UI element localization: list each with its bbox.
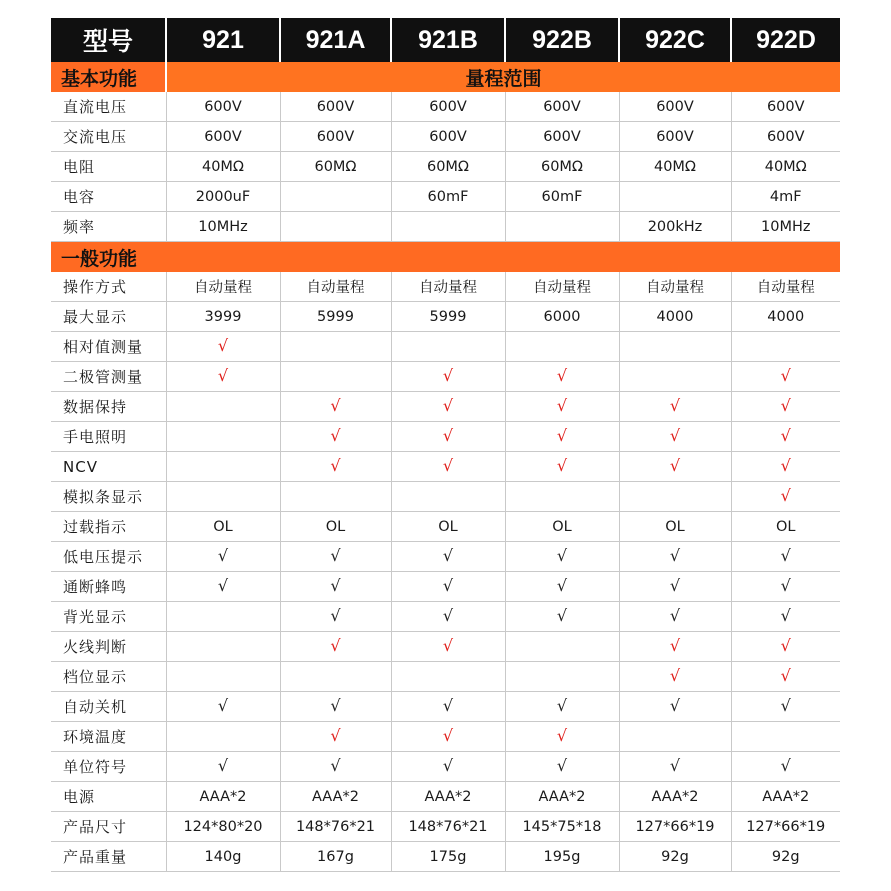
table-cell [280, 602, 391, 632]
table-cell [505, 632, 619, 662]
table-cell [166, 632, 280, 662]
table-cell [166, 392, 280, 422]
table-row [51, 692, 840, 722]
check-mark-icon: √ [556, 696, 568, 715]
table-cell: 4000 [619, 302, 731, 332]
check-mark-icon: √ [780, 426, 791, 445]
table-cell [731, 632, 840, 662]
table-cell [731, 362, 840, 392]
table-cell [166, 482, 280, 512]
check-mark-icon: √ [217, 696, 229, 715]
row-label: 手电照明 [51, 422, 166, 452]
table-cell [505, 212, 619, 242]
table-row [51, 122, 840, 152]
check-mark-icon: √ [669, 666, 681, 685]
check-mark-icon: √ [442, 366, 454, 385]
row-label: 单位符号 [51, 752, 166, 782]
check-mark-icon: √ [442, 546, 454, 565]
table-cell: 40MΩ [166, 152, 280, 182]
section-span-title [166, 242, 840, 273]
table-cell [505, 722, 619, 752]
row-label: NCV [51, 452, 166, 482]
table-cell [391, 452, 505, 482]
check-mark-icon: √ [442, 456, 454, 475]
table-cell [166, 452, 280, 482]
check-mark-icon: √ [217, 546, 229, 565]
check-mark-icon: √ [780, 606, 791, 625]
check-mark-icon: √ [556, 426, 568, 445]
table-cell [280, 212, 391, 242]
row-label: 直流电压 [51, 92, 166, 122]
table-cell: OL [731, 512, 840, 542]
table-row [51, 302, 840, 332]
table-row [51, 632, 840, 662]
table-row [51, 452, 840, 482]
table-cell: AAA*2 [280, 782, 391, 812]
spec-comparison-table-wrapper [51, 18, 840, 872]
check-mark-icon: √ [330, 636, 341, 655]
header-model: 921B [391, 18, 505, 62]
section-header-row [51, 62, 840, 92]
table-cell [619, 482, 731, 512]
row-label: 模拟条显示 [51, 482, 166, 512]
header-model: 921 [166, 18, 280, 62]
table-cell [619, 332, 731, 362]
table-cell: 600V [731, 122, 840, 152]
check-mark-icon: √ [330, 396, 341, 415]
table-cell: 60MΩ [505, 152, 619, 182]
table-row [51, 92, 840, 122]
table-cell [166, 422, 280, 452]
table-cell: 148*76*21 [280, 812, 391, 842]
table-cell: 5999 [280, 302, 391, 332]
table-row [51, 392, 840, 422]
table-cell [166, 602, 280, 632]
table-cell: 127*66*19 [619, 812, 731, 842]
header-model: 922C [619, 18, 731, 62]
table-cell: OL [166, 512, 280, 542]
table-row [51, 812, 840, 842]
table-header [51, 18, 840, 62]
table-cell [280, 452, 391, 482]
table-cell: 92g [619, 842, 731, 872]
check-mark-icon: √ [217, 756, 229, 775]
table-cell [505, 662, 619, 692]
table-cell [391, 692, 505, 722]
row-label: 通断蜂鸣 [51, 572, 166, 602]
table-cell: 自动量程 [280, 272, 391, 302]
check-mark-icon: √ [330, 546, 341, 565]
table-body [51, 62, 840, 872]
table-row [51, 332, 840, 362]
check-mark-icon: √ [669, 606, 681, 625]
spec-comparison-table [51, 18, 840, 872]
table-cell [166, 362, 280, 392]
table-cell: 92g [731, 842, 840, 872]
check-mark-icon: √ [442, 756, 454, 775]
check-mark-icon: √ [442, 426, 454, 445]
row-label: 最大显示 [51, 302, 166, 332]
check-mark-icon: √ [669, 576, 681, 595]
table-cell [391, 362, 505, 392]
table-cell: 4000 [731, 302, 840, 332]
table-row [51, 362, 840, 392]
check-mark-icon: √ [442, 396, 454, 415]
table-cell [391, 482, 505, 512]
table-cell [619, 662, 731, 692]
table-cell [391, 722, 505, 752]
check-mark-icon: √ [556, 396, 568, 415]
table-cell: 自动量程 [731, 272, 840, 302]
table-cell [505, 572, 619, 602]
table-cell: 600V [505, 122, 619, 152]
table-cell: 10MHz [166, 212, 280, 242]
table-cell [505, 482, 619, 512]
table-cell [505, 392, 619, 422]
header-model: 922B [505, 18, 619, 62]
row-label: 低电压提示 [51, 542, 166, 572]
check-mark-icon: √ [556, 366, 568, 385]
table-cell [619, 572, 731, 602]
table-cell: 60MΩ [280, 152, 391, 182]
table-cell [505, 422, 619, 452]
check-mark-icon: √ [556, 756, 568, 775]
row-label: 电阻 [51, 152, 166, 182]
table-cell: 600V [391, 92, 505, 122]
check-mark-icon: √ [330, 576, 341, 595]
table-cell [166, 752, 280, 782]
table-row [51, 272, 840, 302]
header-label: 型号 [51, 18, 166, 62]
table-row [51, 422, 840, 452]
table-row [51, 152, 840, 182]
table-cell: 145*75*18 [505, 812, 619, 842]
table-cell: 60mF [505, 182, 619, 212]
check-mark-icon: √ [780, 486, 791, 505]
check-mark-icon: √ [442, 696, 454, 715]
table-row [51, 782, 840, 812]
table-cell: 167g [280, 842, 391, 872]
table-cell: 4mF [731, 182, 840, 212]
row-label: 产品重量 [51, 842, 166, 872]
table-cell [391, 602, 505, 632]
table-cell [619, 452, 731, 482]
table-cell: 600V [731, 92, 840, 122]
table-cell [619, 602, 731, 632]
row-label: 背光显示 [51, 602, 166, 632]
check-mark-icon: √ [330, 726, 341, 745]
table-cell [619, 362, 731, 392]
table-cell: OL [505, 512, 619, 542]
check-mark-icon: √ [556, 576, 568, 595]
table-cell [391, 392, 505, 422]
table-cell [391, 752, 505, 782]
row-label: 相对值测量 [51, 332, 166, 362]
table-cell: 40MΩ [619, 152, 731, 182]
table-cell [505, 602, 619, 632]
table-cell [619, 692, 731, 722]
row-label: 产品尺寸 [51, 812, 166, 842]
table-cell [391, 662, 505, 692]
table-cell [391, 422, 505, 452]
table-row [51, 662, 840, 692]
table-cell [731, 692, 840, 722]
check-mark-icon: √ [780, 576, 791, 595]
table-cell: 600V [619, 122, 731, 152]
row-label: 频率 [51, 212, 166, 242]
table-cell [280, 362, 391, 392]
table-cell: AAA*2 [619, 782, 731, 812]
check-mark-icon: √ [217, 576, 229, 595]
table-cell: 5999 [391, 302, 505, 332]
table-cell: OL [280, 512, 391, 542]
table-row [51, 722, 840, 752]
table-cell: 140g [166, 842, 280, 872]
table-cell [505, 332, 619, 362]
table-cell [391, 212, 505, 242]
row-label: 环境温度 [51, 722, 166, 752]
table-cell [505, 692, 619, 722]
check-mark-icon: √ [669, 396, 681, 415]
table-row [51, 182, 840, 212]
check-mark-icon: √ [780, 696, 791, 715]
check-mark-icon: √ [330, 456, 341, 475]
row-label: 自动关机 [51, 692, 166, 722]
table-cell [280, 332, 391, 362]
check-mark-icon: √ [669, 426, 681, 445]
table-cell: 600V [391, 122, 505, 152]
table-cell: 2000uF [166, 182, 280, 212]
table-cell [731, 482, 840, 512]
table-cell [619, 392, 731, 422]
table-cell [731, 422, 840, 452]
table-row [51, 212, 840, 242]
table-cell: 600V [619, 92, 731, 122]
check-mark-icon: √ [442, 606, 454, 625]
check-mark-icon: √ [442, 576, 454, 595]
check-mark-icon: √ [217, 336, 229, 355]
check-mark-icon: √ [330, 696, 341, 715]
check-mark-icon: √ [669, 636, 681, 655]
table-cell: 600V [505, 92, 619, 122]
table-cell [280, 392, 391, 422]
check-mark-icon: √ [556, 456, 568, 475]
table-cell: AAA*2 [731, 782, 840, 812]
table-cell [731, 752, 840, 782]
table-row [51, 482, 840, 512]
table-cell: 600V [280, 92, 391, 122]
table-cell [280, 482, 391, 512]
row-label: 电容 [51, 182, 166, 212]
section-header-row [51, 242, 840, 273]
table-cell [391, 572, 505, 602]
table-cell [391, 332, 505, 362]
table-cell [731, 602, 840, 632]
table-cell: 148*76*21 [391, 812, 505, 842]
table-cell [619, 422, 731, 452]
table-cell [280, 632, 391, 662]
row-label: 二极管测量 [51, 362, 166, 392]
table-cell: 3999 [166, 302, 280, 332]
table-cell: AAA*2 [166, 782, 280, 812]
check-mark-icon: √ [556, 546, 568, 565]
table-cell [280, 182, 391, 212]
table-cell [280, 542, 391, 572]
table-cell [505, 542, 619, 572]
table-cell [619, 632, 731, 662]
check-mark-icon: √ [780, 666, 791, 685]
table-row [51, 512, 840, 542]
table-cell: 40MΩ [731, 152, 840, 182]
table-cell [166, 332, 280, 362]
table-cell [505, 362, 619, 392]
table-cell [619, 752, 731, 782]
table-cell: 600V [166, 122, 280, 152]
check-mark-icon: √ [556, 726, 568, 745]
table-row [51, 752, 840, 782]
check-mark-icon: √ [669, 696, 681, 715]
table-cell: 124*80*20 [166, 812, 280, 842]
check-mark-icon: √ [780, 636, 791, 655]
table-cell: 自动量程 [505, 272, 619, 302]
table-cell: 127*66*19 [731, 812, 840, 842]
table-cell [166, 692, 280, 722]
table-cell [731, 392, 840, 422]
check-mark-icon: √ [217, 366, 229, 385]
row-label: 档位显示 [51, 662, 166, 692]
table-cell: 自动量程 [619, 272, 731, 302]
table-cell: 10MHz [731, 212, 840, 242]
table-cell: AAA*2 [391, 782, 505, 812]
table-cell [280, 752, 391, 782]
header-model: 922D [731, 18, 840, 62]
table-cell [731, 542, 840, 572]
section-title: 一般功能 [51, 242, 166, 273]
table-cell: 600V [166, 92, 280, 122]
table-cell [280, 422, 391, 452]
check-mark-icon: √ [669, 546, 681, 565]
table-cell: AAA*2 [505, 782, 619, 812]
table-cell: 60MΩ [391, 152, 505, 182]
check-mark-icon: √ [780, 546, 791, 565]
table-cell: 200kHz [619, 212, 731, 242]
section-span-title: 量程范围 [166, 62, 840, 92]
table-cell [619, 182, 731, 212]
table-cell: 6000 [505, 302, 619, 332]
table-cell [731, 572, 840, 602]
table-cell [731, 662, 840, 692]
table-cell [619, 542, 731, 572]
row-label: 数据保持 [51, 392, 166, 422]
table-cell [505, 752, 619, 782]
header-row [51, 18, 840, 62]
check-mark-icon: √ [442, 726, 454, 745]
table-cell: 自动量程 [166, 272, 280, 302]
table-row [51, 572, 840, 602]
check-mark-icon: √ [780, 756, 791, 775]
table-cell: 600V [280, 122, 391, 152]
table-cell: 175g [391, 842, 505, 872]
table-cell [619, 722, 731, 752]
table-cell [280, 722, 391, 752]
row-label: 过载指示 [51, 512, 166, 542]
table-cell: 自动量程 [391, 272, 505, 302]
check-mark-icon: √ [669, 456, 681, 475]
table-row [51, 602, 840, 632]
check-mark-icon: √ [780, 456, 791, 475]
table-cell [731, 452, 840, 482]
table-cell [166, 542, 280, 572]
table-row [51, 542, 840, 572]
section-title: 基本功能 [51, 62, 166, 92]
table-cell [391, 632, 505, 662]
table-cell [166, 572, 280, 602]
row-label: 交流电压 [51, 122, 166, 152]
check-mark-icon: √ [780, 366, 791, 385]
row-label: 操作方式 [51, 272, 166, 302]
check-mark-icon: √ [330, 606, 341, 625]
table-row [51, 842, 840, 872]
header-model: 921A [280, 18, 391, 62]
check-mark-icon: √ [330, 756, 341, 775]
check-mark-icon: √ [330, 426, 341, 445]
check-mark-icon: √ [442, 636, 454, 655]
table-cell [280, 572, 391, 602]
table-cell [166, 662, 280, 692]
table-cell [166, 722, 280, 752]
table-cell [391, 542, 505, 572]
check-mark-icon: √ [669, 756, 681, 775]
table-cell [731, 332, 840, 362]
table-cell: 60mF [391, 182, 505, 212]
check-mark-icon: √ [556, 606, 568, 625]
table-cell: OL [619, 512, 731, 542]
table-cell: OL [391, 512, 505, 542]
table-cell [280, 662, 391, 692]
table-cell [280, 692, 391, 722]
table-cell: 195g [505, 842, 619, 872]
row-label: 电源 [51, 782, 166, 812]
table-cell [505, 452, 619, 482]
row-label: 火线判断 [51, 632, 166, 662]
table-cell [731, 722, 840, 752]
check-mark-icon: √ [780, 396, 791, 415]
